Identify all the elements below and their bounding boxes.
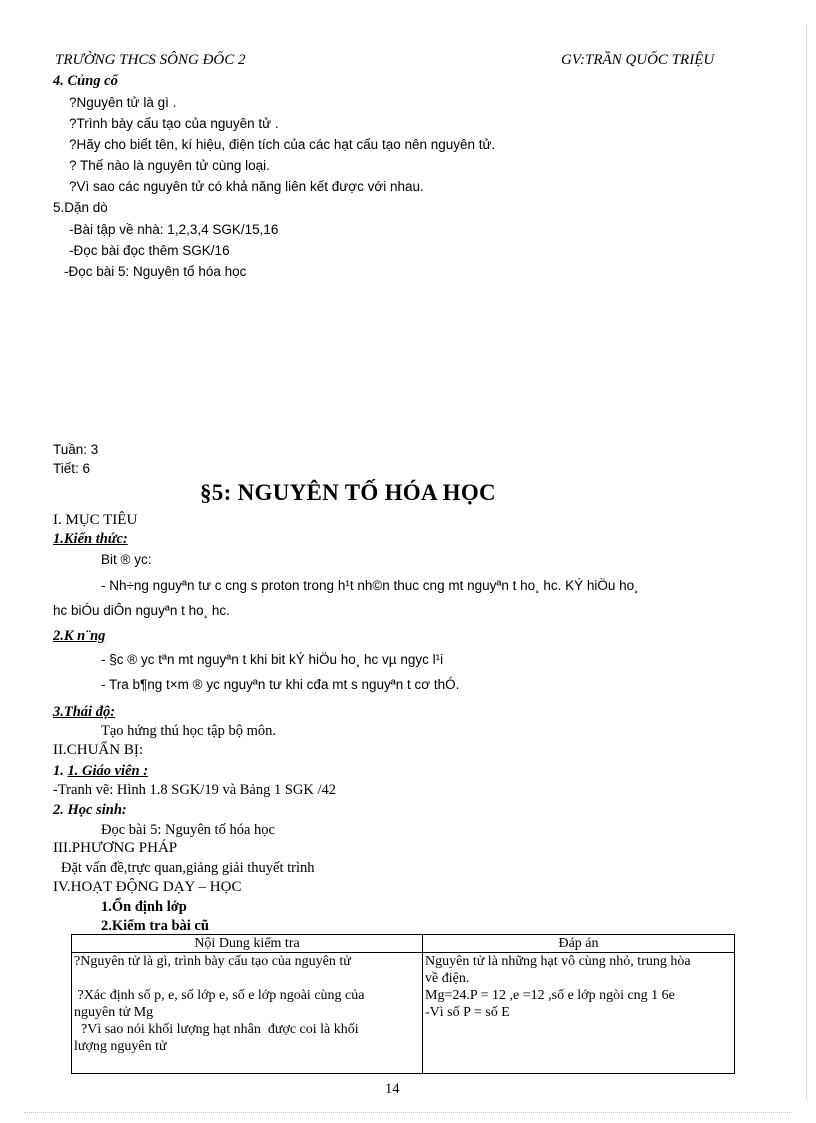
text-line: Đặt vấn đề,trực quan,giảng giải thuyết trình [61, 860, 315, 876]
question-line: ?Vì sao nói khối lượng hạt nhân được coi là khối [74, 1022, 359, 1037]
section-heading-phuongphap: III.PHƯƠNG PHÁP [53, 840, 178, 856]
section-heading-cungco: 4. Củng cố [53, 73, 118, 89]
question-line: lượng nguyên tử [74, 1039, 167, 1054]
table-cell-answers [423, 953, 735, 1074]
table-header-content: Nội Dung kiểm tra [72, 935, 423, 953]
text-line: hc biÓu diÔn nguyªn t ho¸ hc. [53, 603, 230, 618]
page-number: 14 [385, 1081, 400, 1097]
list-item: -Bài tập về nhà: 1,2,3,4 SGK/15,16 [69, 222, 279, 237]
table-header-answer: Đáp án [423, 935, 735, 953]
section-heading-hoatdong: IV.HOẠT ĐỘNG DẠY – HỌC [53, 879, 242, 895]
period-label: Tiết: 6 [53, 461, 91, 476]
section-heading-dando: 5.Dặn dò [53, 200, 108, 215]
subheading-kiemtra: 2.Kiểm tra bài cũ [101, 918, 209, 934]
list-item: ? Thế nào là nguyên tử cùng loại. [69, 158, 270, 173]
list-item: ?Vì sao các nguyên tử có khả năng liên kết được với nhau. [69, 179, 424, 194]
text-line: - §c ® yc tªn mt nguyªn t khi bit kÝ hiÖu ho¸ hc vµ ngyc l¹i [101, 652, 444, 667]
answer-line: Nguyên tử là những hạt vô cùng nhỏ, trung hòa [425, 954, 691, 969]
page-edge-bottom [24, 1112, 792, 1113]
giaovien-label: 1. Giáo viên : [67, 763, 149, 779]
text-line: Đọc bài 5: Nguyên tố hóa học [101, 822, 275, 838]
header-school: TRƯỜNG THCS SÔNG ĐỐC 2 [55, 52, 246, 68]
table-row [72, 953, 735, 1074]
table-cell-questions [72, 953, 423, 1074]
section-heading-chuanbi: II.CHUẨN BỊ: [53, 742, 143, 758]
spacer [74, 970, 420, 987]
answer-line: về điện. [425, 971, 470, 986]
header-teacher: GV:TRẦN QUỐC TRIỆU [561, 52, 715, 68]
list-item: ?Nguyên tử là gì . [69, 95, 177, 110]
answer-line: -Vì số P = số E [425, 1005, 510, 1020]
question-line: ?Xác định số p, e, số lớp e, số e lớp ngoài cùng của [74, 988, 365, 1003]
list-item: ?Hãy cho biết tên, kí hiệu, điện tích của các hạt cấu tạo nên nguyên tử. [69, 137, 496, 152]
subheading-ondinh: 1.Ổn định lớp [101, 899, 187, 915]
list-item: -Đọc bài đọc thêm SGK/16 [69, 243, 230, 258]
question-line: nguyên tử Mg [74, 1005, 154, 1020]
table-header-row [72, 935, 735, 953]
section-heading-muctieu: I. MỤC TIÊU [53, 512, 138, 528]
review-table [71, 934, 735, 1074]
question-line: ?Nguyên tử là gì, trình bày cấu tạo của nguyên tử [74, 954, 351, 969]
text-line: - Nh÷ng nguyªn tư c cng s proton trong h¹t nh©n thuc cng mt nguyªn t ho¸ hc. KÝ hiÖu ho¸ [101, 578, 639, 593]
text-line: Tạo hứng thú học tập bộ môn. [101, 723, 276, 739]
subheading-giaovien: 1. 1. Giáo viên : [53, 763, 149, 779]
answer-line: Mg=24.P = 12 ,e =12 ,số e lớp ngòi cng 1 6e [425, 988, 675, 1003]
subheading-kynang: 2.K n¨ng [53, 628, 106, 644]
text-line: Bit ® yc: [101, 552, 152, 567]
text-line: -Tranh vẽ: Hình 1.8 SGK/19 và Bảng 1 SGK /42 [53, 782, 337, 798]
text-line: - Tra b¶ng t×m ® yc nguyªn tư khi cđa mt s nguyªn t cơ thÓ. [101, 677, 460, 692]
list-item: ?Trình bày cấu tạo của nguyên tử . [69, 116, 279, 131]
page-edge-right [806, 24, 807, 1099]
subheading-hocsinh: 2. Học sinh: [53, 802, 127, 818]
subheading-kienthuc: 1.Kiến thức: [53, 531, 128, 547]
list-item: -Đọc bài 5: Nguyên tố hóa học [64, 264, 247, 279]
page-title: §5: NGUYÊN TỐ HÓA HỌC [200, 480, 496, 505]
subheading-thaido: 3.Thái độ: [53, 704, 116, 720]
week-label: Tuần: 3 [53, 442, 99, 457]
